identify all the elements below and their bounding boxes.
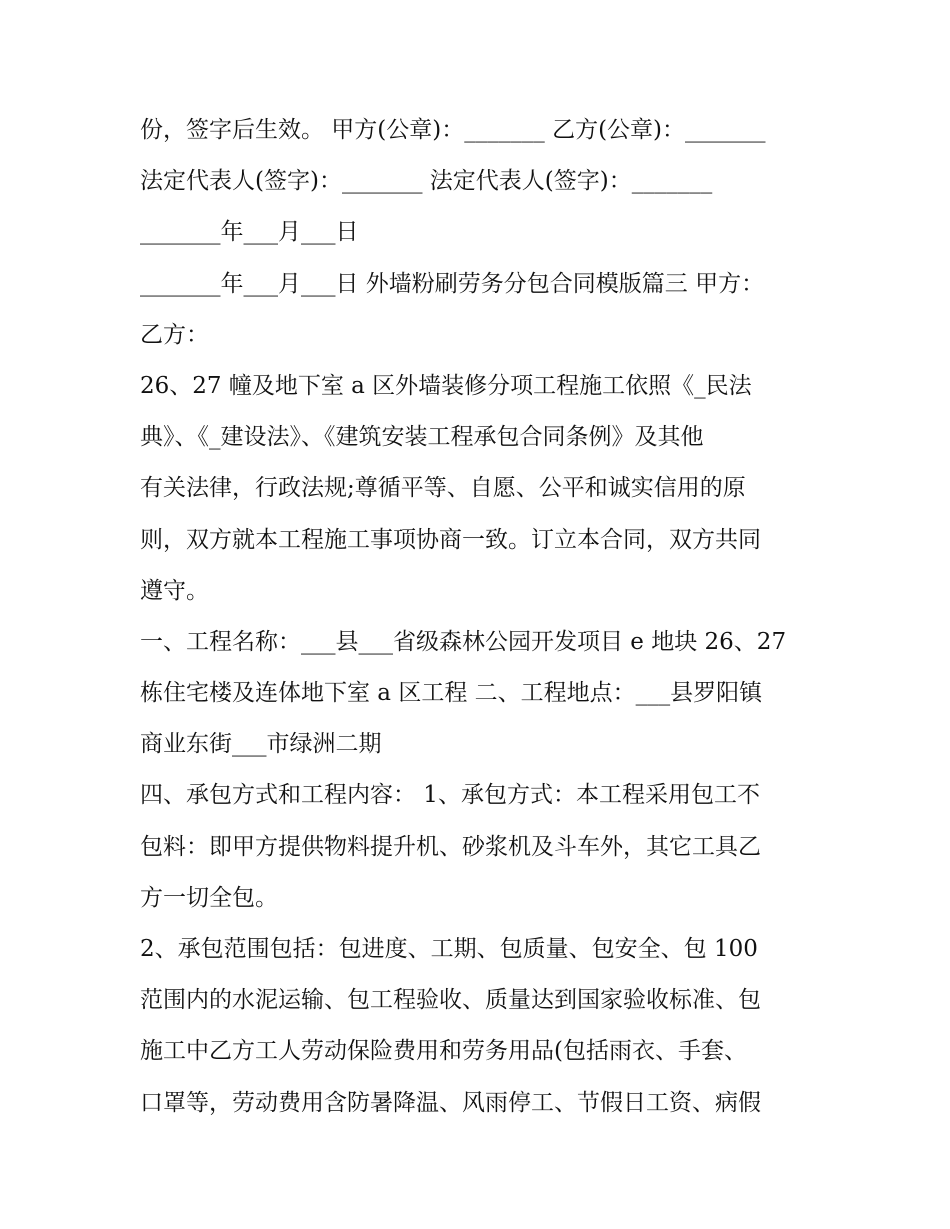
text-line: 栋住宅楼及连体地下室 a 区工程 二、工程地点：___县罗阳镇	[140, 680, 763, 707]
text-line: 2、承包范围包括：包进度、工期、包质量、包安全、包 100	[140, 936, 758, 962]
text-line: 遵守。	[140, 577, 209, 604]
text-line: 26、27 幢及地下室 a 区外墙装修分项工程施工依照《_民法	[140, 372, 752, 399]
text-line: 有关法律，行政法规;尊循平等、自愿、公平和诚实信用的原	[140, 475, 746, 502]
text-line: _______年___月___日 外墙粉刷劳务分包合同模版篇三 甲方：	[140, 270, 765, 297]
text-line: 施工中乙方工人劳动保险费用和劳务用品(包括雨衣、手套、	[140, 1038, 747, 1065]
text-line: 典》、《_建设法》、《建筑安装工程承包合同条例》及其他	[140, 424, 704, 451]
text-line: 四、承包方式和工程内容： 1、承包方式：本工程采用包工不	[140, 782, 760, 809]
text-line: _______年___月___日	[140, 219, 359, 246]
text-line: 商业东街___市绿洲二期	[140, 731, 382, 758]
text-line: 则，双方就本工程施工事项协商一致。订立本合同，双方共同	[140, 526, 761, 553]
text-line: 一、工程名称：___县___省级森林公园开发项目 e 地块 26、27	[140, 628, 787, 655]
text-line: 份，签字后生效。 甲方(公章)：_______ 乙方(公章)：_______	[140, 117, 766, 143]
text-line: 方一切全包。	[140, 884, 278, 911]
text-line: 口罩等，劳动费用含防暑降温、风雨停工、节假日工资、病假	[140, 1089, 761, 1116]
text-line: 包料：即甲方提供物料提升机、砂浆机及斗车外，其它工具乙	[140, 833, 761, 860]
text-line: 法定代表人(签字)：_______ 法定代表人(签字)：_______	[140, 168, 713, 195]
document-body	[140, 105, 820, 1129]
text-line: 范围内的水泥运输、包工程验收、质量达到国家验收标准、包	[140, 987, 761, 1014]
text-line: 乙方：	[140, 321, 209, 348]
